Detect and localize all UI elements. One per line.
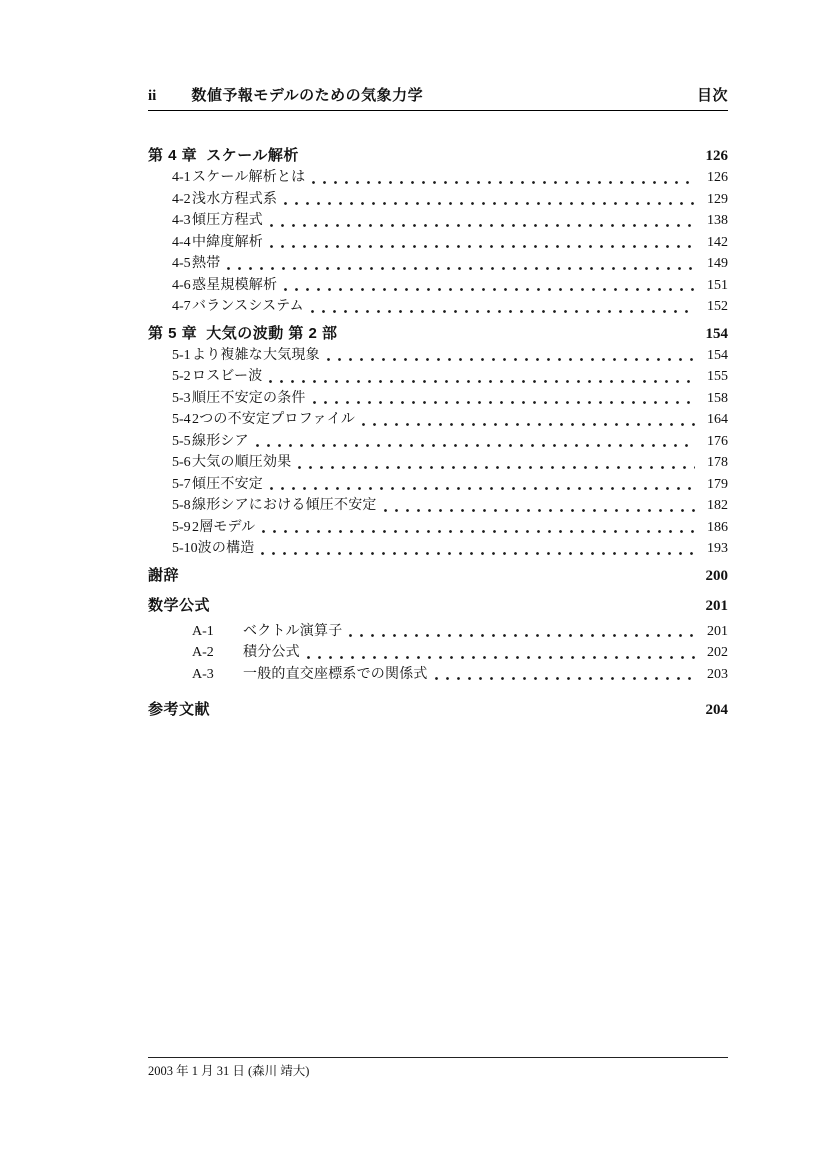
section-number: 5-6 — [172, 455, 191, 470]
backmatter-block — [148, 595, 728, 686]
section-page-number: 129 — [707, 191, 728, 207]
dot-leader — [261, 552, 695, 555]
section-title: 線形シアにおける傾圧不安定 — [192, 498, 377, 513]
page-footer — [148, 1062, 728, 1080]
section-title: 浅水方程式系 — [192, 191, 278, 207]
toc-entry — [148, 664, 728, 686]
toc-entry — [148, 538, 728, 560]
section-page-number: 152 — [707, 299, 728, 314]
chapter-title: 大気の波動 第 2 部 — [206, 324, 338, 342]
dot-leader — [313, 401, 695, 404]
section-title: 傾圧方程式 — [192, 213, 263, 228]
dot-leader — [256, 444, 695, 447]
toc-heading — [148, 565, 728, 587]
section-title: ロスビー波 — [192, 369, 263, 384]
section-number: A-2 — [192, 645, 214, 660]
dot-leader — [312, 181, 695, 184]
dot-leader — [327, 358, 695, 361]
footer-rule — [148, 1057, 728, 1058]
toc — [148, 145, 728, 721]
dot-leader — [284, 288, 695, 291]
chapter-page-number: 204 — [705, 702, 728, 718]
section-page-number: 158 — [707, 390, 728, 406]
dot-leader — [227, 267, 695, 270]
section-title: より複雑な大気現象 — [192, 347, 320, 363]
toc-entry — [148, 253, 728, 275]
chapter-page-number: 126 — [705, 148, 728, 164]
section-number: 4-7 — [172, 299, 191, 314]
section-title: 熱帯 — [192, 256, 221, 271]
section-title: ベクトル演算子 — [243, 623, 343, 639]
toc-heading — [148, 699, 728, 721]
section-title: 傾圧不安定 — [192, 476, 263, 492]
toc-heading — [148, 145, 728, 167]
section-title: バランスシステム — [192, 299, 304, 314]
dot-leader — [384, 509, 695, 512]
toc-entry — [148, 642, 728, 664]
section-number: 5-3 — [172, 390, 191, 406]
section-page-number: 193 — [707, 541, 728, 556]
section-page-number: 149 — [707, 256, 728, 271]
section-number: 4-2 — [172, 191, 191, 207]
dot-leader — [307, 656, 695, 659]
toc-heading — [148, 323, 728, 345]
chapter-title: 参考文献 — [148, 701, 211, 718]
section-page-number: 203 — [707, 666, 728, 682]
dot-leader — [270, 224, 695, 227]
section-page-number: 201 — [707, 623, 728, 639]
dot-leader — [298, 466, 695, 469]
chapter-page-number: 201 — [705, 597, 728, 614]
section-page-number: 179 — [707, 476, 728, 492]
chapter-block — [148, 323, 728, 560]
section-page-number: 176 — [707, 433, 728, 449]
section-number: 4-1 — [172, 170, 191, 185]
section-page-number: 164 — [707, 412, 728, 427]
running-header — [148, 87, 728, 105]
section-number: A-1 — [192, 623, 214, 639]
toc-entry — [148, 621, 728, 643]
book-title: 数値予報モデルのための気象力学 — [191, 87, 424, 104]
section-page-number: 142 — [707, 234, 728, 250]
section-page-number: 138 — [707, 213, 728, 228]
folio-page-number: ii — [148, 88, 157, 104]
chapter-page-number: 154 — [705, 325, 728, 342]
section-page-number: 154 — [707, 347, 728, 363]
toc-entry — [148, 189, 728, 211]
section-title: 2層モデル — [192, 519, 256, 535]
section-number: 5-7 — [172, 476, 191, 492]
section-page-number: 182 — [707, 498, 728, 513]
chapter-title: 謝辞 — [148, 566, 180, 584]
toc-entry — [148, 474, 728, 496]
section-list — [148, 167, 728, 318]
toc-entry — [148, 296, 728, 318]
toc-entry — [148, 275, 728, 297]
chapter-number: 第 5 章 — [148, 324, 198, 342]
section-title: スケール解析とは — [192, 170, 306, 185]
section-page-number: 178 — [707, 455, 728, 470]
chapter-block — [148, 145, 728, 318]
section-number: 4-3 — [172, 213, 191, 228]
section-page-number: 155 — [707, 369, 728, 384]
chapter-title: スケール解析 — [206, 147, 299, 164]
section-number: 5-5 — [172, 433, 191, 449]
backmatter-block — [148, 565, 728, 587]
toc-entry — [148, 495, 728, 517]
section-number: 5-9 — [172, 519, 191, 535]
section-number: 5-2 — [172, 369, 191, 384]
dot-leader — [349, 634, 695, 637]
section-page-number: 186 — [707, 519, 728, 535]
section-list — [148, 621, 728, 686]
section-title: 大気の順圧効果 — [192, 455, 292, 470]
toc-entry — [148, 167, 728, 189]
dot-leader — [284, 202, 695, 205]
section-title: 惑星規模解析 — [192, 277, 278, 293]
toc-entry — [148, 232, 728, 254]
section-number: 5-8 — [172, 498, 191, 513]
dot-leader — [311, 310, 695, 313]
dot-leader — [269, 380, 695, 383]
dot-leader — [270, 245, 695, 248]
toc-entry — [148, 366, 728, 388]
section-number: 4-6 — [172, 277, 191, 293]
section-title: 順圧不安定の条件 — [192, 390, 306, 406]
section-title: 線形シア — [192, 433, 249, 449]
section-page-number: 202 — [707, 645, 728, 660]
toc-entry — [148, 210, 728, 232]
section-number: 4-4 — [172, 234, 191, 250]
toc-entry — [148, 452, 728, 474]
chapter-page-number: 200 — [705, 567, 728, 584]
toc-heading — [148, 595, 728, 617]
section-title: 中緯度解析 — [192, 234, 263, 250]
section-number: A-3 — [192, 666, 214, 682]
chapter-title: 数学公式 — [148, 596, 211, 614]
footer-date-author: 2003 年 1 月 31 日 (森川 靖大) — [148, 1064, 310, 1078]
header-rule — [148, 110, 728, 111]
section-title: 波の構造 — [197, 541, 255, 556]
section-title: 2つの不安定プロファイル — [192, 412, 356, 427]
section-number: 5-10 — [172, 541, 198, 556]
section-page-number: 126 — [707, 170, 728, 185]
section-title: 積分公式 — [243, 645, 300, 660]
toc-entry — [148, 517, 728, 539]
dot-leader — [262, 530, 695, 533]
header-section-title: 目次 — [696, 87, 728, 104]
toc-entry — [148, 388, 728, 410]
section-number: 5-1 — [172, 347, 191, 363]
toc-entry — [148, 345, 728, 367]
dot-leader — [362, 423, 695, 426]
dot-leader — [270, 487, 695, 490]
dot-leader — [435, 677, 695, 680]
backmatter-block — [148, 699, 728, 721]
toc-entry — [148, 431, 728, 453]
section-number: 5-4 — [172, 412, 191, 427]
section-page-number: 151 — [707, 277, 728, 293]
section-list — [148, 345, 728, 560]
toc-entry — [148, 409, 728, 431]
section-title: 一般的直交座標系での関係式 — [243, 666, 428, 682]
chapter-number: 第 4 章 — [148, 147, 198, 164]
section-number: 4-5 — [172, 256, 191, 271]
